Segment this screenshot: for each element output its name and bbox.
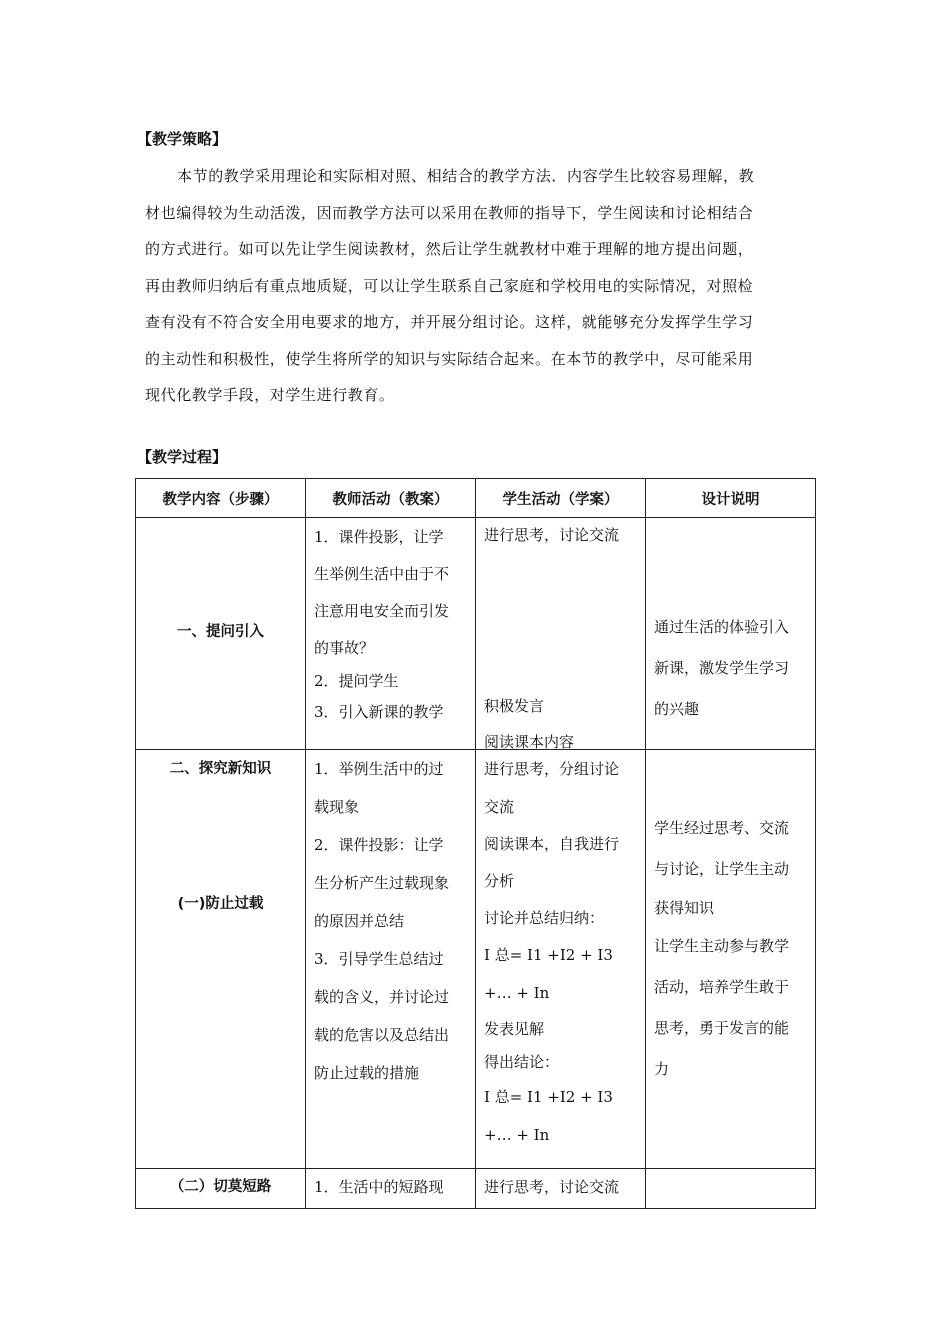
paragraph-line: 再由教师归纳后有重点地质疑，可以让学生联系自己家庭和学校用电的实际情况，对照检 bbox=[145, 276, 754, 295]
teacher-line: 的事故？ bbox=[314, 639, 375, 657]
stage-cell bbox=[136, 750, 306, 1169]
teacher-cell bbox=[306, 518, 476, 750]
student-line: 积极发言 bbox=[484, 697, 545, 715]
process-heading: 【教学过程】 bbox=[137, 448, 228, 466]
student-line: 讨论并总结归纳： bbox=[484, 909, 605, 927]
stage-cell bbox=[136, 518, 306, 750]
student-line: 阅读课本内容 bbox=[484, 733, 575, 751]
design-line: 获得知识 bbox=[654, 899, 715, 917]
teacher-cell bbox=[306, 1169, 476, 1209]
teacher-line: 防止过载的措施 bbox=[314, 1064, 420, 1082]
table-row bbox=[136, 518, 816, 750]
teacher-line: 载现象 bbox=[314, 798, 360, 816]
design-line: 新课，激发学生学习 bbox=[654, 659, 790, 677]
student-line: 进行思考，讨论交流 bbox=[484, 526, 620, 544]
formula-line: I 总= I1 +I2 + I3 +… + In bbox=[484, 946, 613, 1002]
table-header-row bbox=[136, 479, 816, 518]
teacher-line: 3．引导学生总结过 bbox=[314, 950, 444, 968]
teacher-cell bbox=[306, 750, 476, 1169]
design-line: 活动，培养学生敢于 bbox=[654, 978, 790, 996]
teacher-line: 1．举例生活中的过 bbox=[314, 760, 444, 778]
student-line: 交流 bbox=[484, 798, 515, 816]
teacher-line: 1．生活中的短路现 bbox=[314, 1178, 444, 1196]
paragraph-line: 现代化教学手段，对学生进行教育。 bbox=[145, 386, 395, 404]
header-student: 学生活动（学案） bbox=[476, 479, 646, 518]
stage-cell bbox=[136, 1169, 306, 1209]
table-row bbox=[136, 1169, 816, 1209]
design-line: 学生经过思考、交流 bbox=[654, 819, 790, 837]
design-line: 力 bbox=[654, 1060, 670, 1078]
design-cell bbox=[646, 518, 816, 750]
design-line: 让学生主动参与教学 bbox=[654, 937, 790, 955]
teacher-line: 2．课件投影：让学 bbox=[314, 836, 444, 854]
design-line: 思考，勇于发言的能 bbox=[654, 1019, 790, 1037]
teacher-line: 载的含义，并讨论过 bbox=[314, 988, 450, 1006]
teacher-line: 生举例生活中由于不 bbox=[314, 565, 450, 583]
header-design: 设计说明 bbox=[646, 479, 816, 518]
design-cell bbox=[646, 1169, 816, 1209]
student-cell bbox=[476, 518, 646, 750]
stage-label: 二、探究新知识 bbox=[169, 761, 272, 777]
student-line: 进行思考，分组讨论 bbox=[484, 760, 620, 778]
teacher-line: 载的危害以及总结出 bbox=[314, 1026, 450, 1044]
paragraph-line: 本节的教学采用理论和实际相对照、相结合的教学方法．内容学生比较容易理解，教 bbox=[177, 167, 755, 185]
header-content: 教学内容（步骤） bbox=[136, 479, 306, 518]
header-teacher: 教师活动（教案） bbox=[306, 479, 476, 518]
design-line: 的兴趣 bbox=[654, 700, 700, 718]
design-line: 与讨论，让学生主动 bbox=[654, 860, 790, 878]
paragraph-line: 的方式进行。如可以先让学生阅读教材，然后让学生就教材中难于理解的地方提出问题， bbox=[145, 240, 754, 258]
strategy-heading: 【教学策略】 bbox=[137, 130, 228, 148]
strategy-paragraph bbox=[145, 158, 809, 414]
student-line: 进行思考，讨论交流 bbox=[484, 1178, 620, 1196]
design-cell bbox=[646, 750, 816, 1169]
paragraph-line: 材也编得较为生动活泼，因而教学方法可以采用在教师的指导下，学生阅读和讨论相结合 bbox=[145, 203, 754, 222]
table-row bbox=[136, 750, 816, 1169]
student-cell bbox=[476, 750, 646, 1169]
design-line: 通过生活的体验引入 bbox=[654, 618, 790, 636]
teacher-line: 3．引入新课的教学 bbox=[314, 703, 444, 721]
teacher-line: 的原因并总结 bbox=[314, 912, 405, 930]
stage-label: （二）切莫短路 bbox=[169, 1179, 272, 1195]
formula-line: I 总= I1 +I2 + I3 +… + In bbox=[484, 1088, 613, 1144]
teaching-process-table bbox=[135, 478, 816, 1209]
teacher-line: 注意用电安全而引发 bbox=[314, 602, 450, 620]
paragraph-line: 查有没有不符合安全用电要求的地方，并开展分组讨论。这样，就能够充分发挥学生学习 bbox=[145, 313, 754, 331]
teacher-line: 2．提问学生 bbox=[314, 672, 399, 690]
teacher-line: 生分析产生过载现象 bbox=[314, 874, 450, 892]
student-line: 分析 bbox=[484, 872, 515, 890]
stage-label: 一、提问引入 bbox=[177, 624, 264, 640]
substage-label: (一)防止过载 bbox=[177, 896, 264, 912]
student-line: 阅读课本，自我进行 bbox=[484, 835, 620, 853]
student-cell bbox=[476, 1169, 646, 1209]
student-line: 得出结论： bbox=[484, 1053, 560, 1071]
teacher-line: 1．课件投影，让学 bbox=[314, 528, 444, 546]
student-line: 发表见解 bbox=[484, 1020, 545, 1038]
paragraph-line: 的主动性和积极性，使学生将所学的知识与实际结合起来。在本节的教学中，尽可能采用 bbox=[145, 349, 754, 368]
